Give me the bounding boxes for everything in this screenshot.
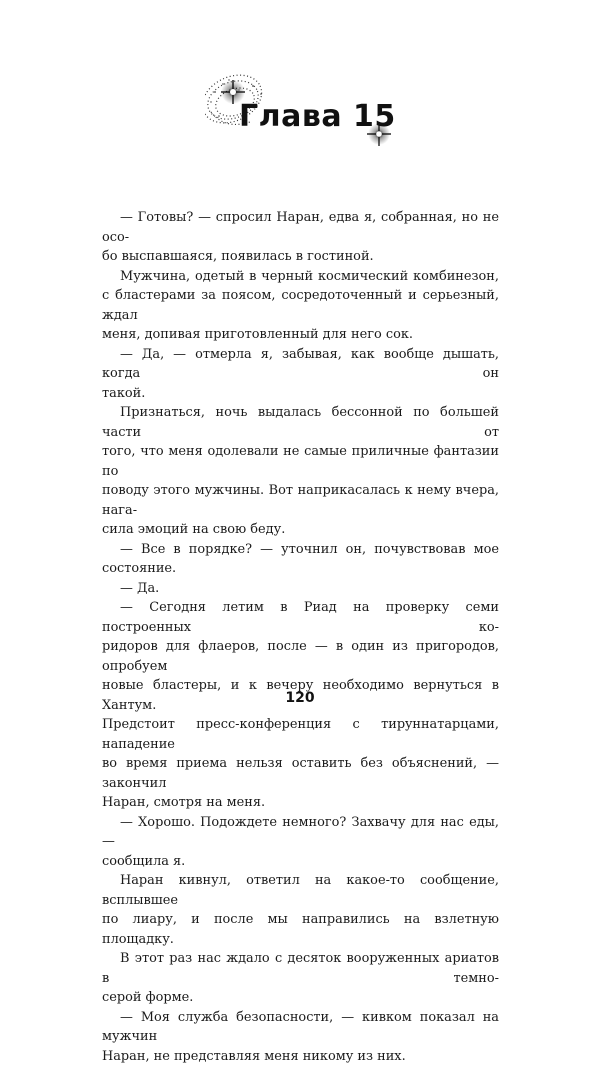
chapter-text <box>102 208 499 1066</box>
text-line: Мужчина, одетый в черный космический комбинезон, <box>102 267 499 287</box>
text-line: во время приема нельзя оставить без объяснений, — закончил <box>102 754 499 793</box>
text-line: такой. <box>102 384 499 404</box>
text-line: ридоров для флаеров, после — в один из пригородов, опробуем <box>102 637 499 676</box>
chapter-title: Глава 15 <box>239 100 396 134</box>
text-line: бо выспавшаяся, появилась в гостиной. <box>102 247 499 267</box>
text-line: — Да. <box>102 579 499 599</box>
text-line: с бластерами за поясом, сосредоточенный и серьезный, ждал <box>102 286 499 325</box>
text-line: Предстоит пресс-конференция с тирyннатарцами, нападение <box>102 715 499 754</box>
text-line: сообщила я. <box>102 852 499 872</box>
text-line: В этот раз нас ждало с десяток вооруженных ариатов в темно- <box>102 949 499 988</box>
text-line: Наран, смотря на меня. <box>102 793 499 813</box>
text-line: поводу этого мужчины. Вот наприкасалась к нему вчера, нага- <box>102 481 499 520</box>
text-line: сила эмоций на свою беду. <box>102 520 499 540</box>
text-line: — Да, — отмерла я, забывая, как вообще дышать, когда он <box>102 345 499 384</box>
text-line: — Моя служба безопасности, — кивком показал на мужчин <box>102 1008 499 1047</box>
text-line: — Все в порядке? — уточнил он, почувствовав мое состояние. <box>102 540 499 579</box>
text-line: того, что меня одолевали не самые приличные фантазии по <box>102 442 499 481</box>
text-line: Наран кивнул, ответил на какое-то сообщение, всплывшее <box>102 871 499 910</box>
text-line: — Готовы? — спросил Наран, едва я, собранная, но не осо- <box>102 208 499 247</box>
text-line: серой форме. <box>102 988 499 1008</box>
page-number: 120 <box>0 690 600 706</box>
text-line: новые бластеры, и к вечеру необходимо вернуться в Хантум. <box>102 676 499 715</box>
chapter-heading <box>205 72 405 147</box>
text-line: по лиару, и после мы направились на взлетную площадку. <box>102 910 499 949</box>
text-line: Признаться, ночь выдалась бессонной по большей части от <box>102 403 499 442</box>
text-line: Наран, не представляя меня никому из них. <box>102 1047 499 1066</box>
text-line: — Сегодня летим в Риад на проверку семи построенных ко- <box>102 598 499 637</box>
text-line: меня, допивая приготовленный для него сок. <box>102 325 499 345</box>
text-line: — Хорошо. Подождете немного? Захвачу для нас еды, — <box>102 813 499 852</box>
